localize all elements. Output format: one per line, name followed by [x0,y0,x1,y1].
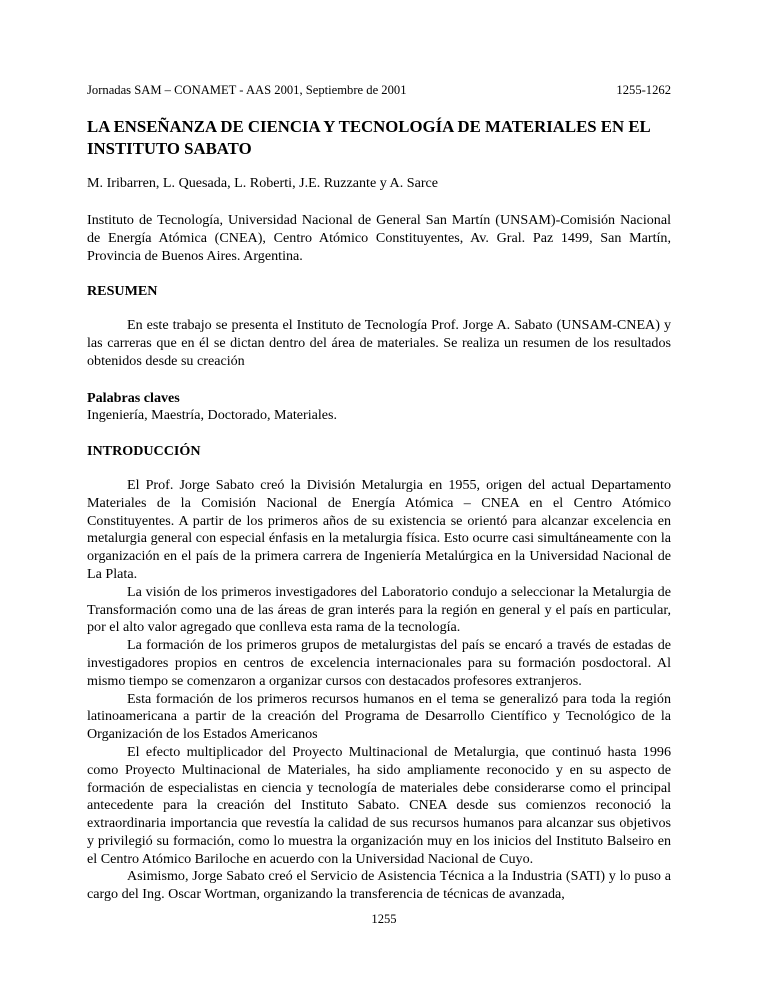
introduccion-text [87,477,671,904]
paper-title: LA ENSEÑANZA DE CIENCIA Y TECNOLOGÍA DE MATERIALES EN EL INSTITUTO SABATO [87,117,650,158]
resumen-text: En este trabajo se presenta el Instituto de Tecnología Prof. Jorge A. Sabato (UNSAM-CNEA) y las carreras que en él se dictan dentro del área de materiales. Se realiza un resumen de los resultados obtenidos desde su creación [87,317,671,369]
page-number: 1255 [371,912,397,926]
header-conference: Jornadas SAM – CONAMET - AAS 2001, Septiembre de 2001 [87,83,407,97]
keywords-text: Ingeniería, Maestría, Doctorado, Materiales. [87,407,338,424]
header-pages: 1255-1262 [616,83,671,97]
paragraph: La formación de los primeros grupos de metalurgistas del país se encaró a través de estadas de investigadores propios en centros de excelencia internacionales para su formación posdoctoral. Al mismo tiempo se comenzaron a organizar cursos con destacados profesores extranjeros. [87,637,671,689]
paragraph: Asimismo, Jorge Sabato creó el Servicio de Asistencia Técnica a la Industria (SATI) y lo puso a cargo del Ing. Oscar Wortman, organizando la transferencia de técnicas de avanzada, [87,868,671,903]
affiliation: Instituto de Tecnología, Universidad Nacional de General San Martín (UNSAM)-Comisión Nacional de Energía Atómica (CNEA), Centro Atómico Constituyentes, Av. Gral. Paz 1499, San Martín, Provincia de Buenos Aires. Argentina. [87,211,671,264]
keywords-heading: Palabras claves [87,389,180,406]
paragraph: La visión de los primeros investigadores del Laboratorio condujo a seleccionar la Metalurgia de Transformación como una de las áreas de gran interés para la región en general y el país en particular, por el alto valor agregado que conlleva esta rama de la tecnología. [87,583,671,636]
paragraph: El efecto multiplicador del Proyecto Multinacional de Metalurgia, que continuó hasta 1996 como Proyecto Multinacional de Materiales, ha sido ampliamente reconocido y en su aspecto de formación de especialistas en ciencia y tecnología de materiales debe considerarse como el principal antecedente para la creación del Instituto Sabato. CNEA desde sus comienzos reconoció la extraordinaria importancia que revestía la calidad de sus recursos humanos para alcanzar sus objetivos y privilegió su formación, como lo muestra la organización muy en los inicios del Instituto Balseiro en el Centro Atómico Bariloche en acuerdo con la Universidad Nacional de Cuyo. [87,743,671,867]
paragraph: Esta formación de los primeros recursos humanos en el tema se generalizó para toda la región latinoamericana a partir de la creación del Programa de Desarrollo Científico y Tecnológico de la Organización de los Estados Americanos [87,690,671,743]
authors: M. Iribarren, L. Quesada, L. Roberti, J.E. Ruzzante y A. Sarce [87,175,439,192]
introduccion-heading: INTRODUCCIÓN [87,443,201,460]
resumen-heading: RESUMEN [87,283,158,300]
paragraph: El Prof. Jorge Sabato creó la División Metalurgia en 1955, origen del actual Departamento Materiales de la Comisión Nacional de Energía Atómica – CNEA en el Centro Atómico Constituyentes. A partir de los primeros años de su existencia se orientó para alcanzar excelencia en metalurgia general con especial énfasis en la metalurgia física. Esto ocurre casi simultáneamente con la organización en el país de la primera carrera de Ingeniería Metalúrgica en la Universidad Nacional de La Plata. [87,476,671,582]
article-body [87,116,671,904]
